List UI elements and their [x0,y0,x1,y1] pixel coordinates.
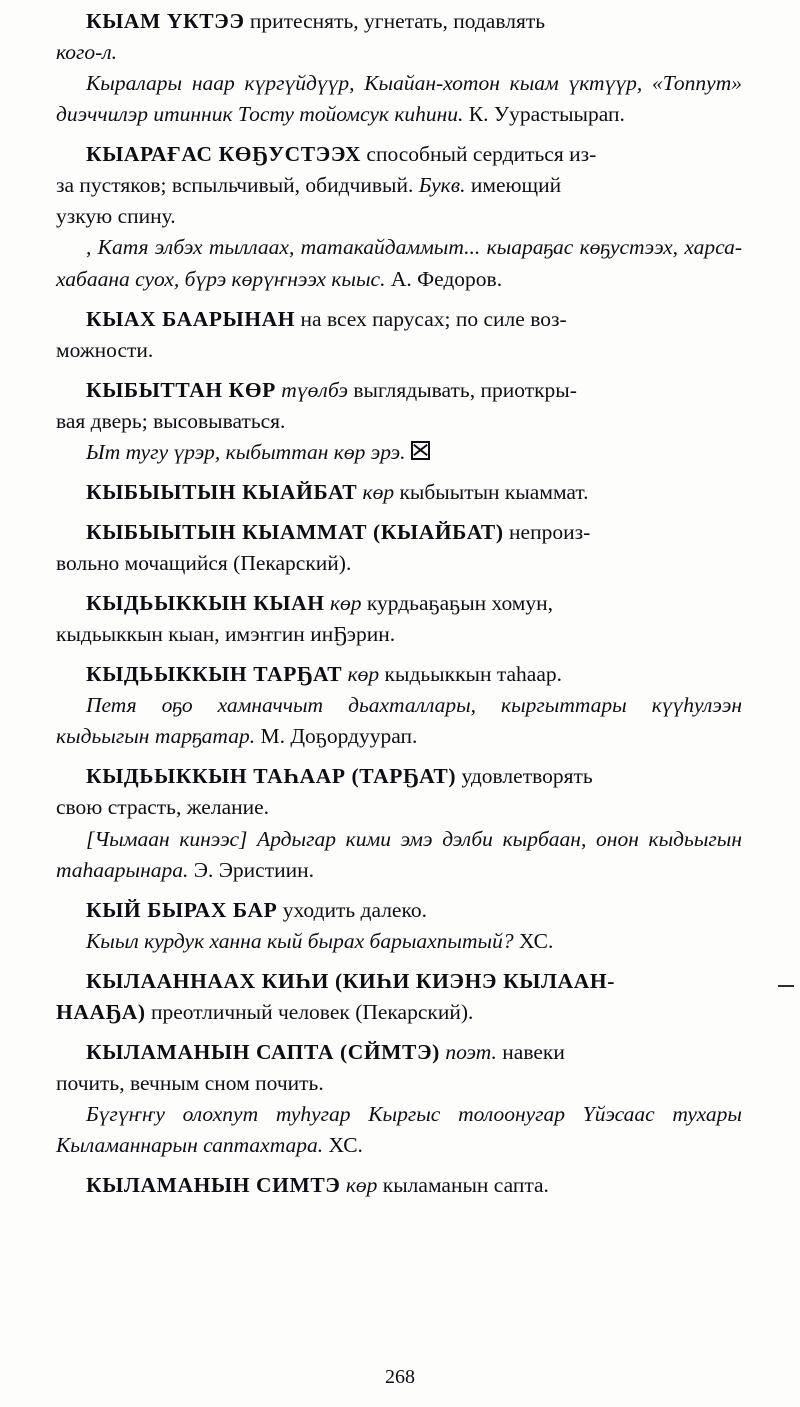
example-text: Петя оҕо хамначчыт дьахталлары, кыргыттары күүһулээн кыдьыгын тарҕатар. [56,693,742,749]
headword: КЫДЬЫККЫН ТАРҔАТ [86,662,343,687]
dictionary-entry [56,517,742,579]
margin-tick [778,985,794,987]
entry-example [56,232,742,294]
entry-headline [56,139,742,170]
entry-gloss: притеснять, угнетать, подавлять [244,9,546,33]
headword: КЫЙ БЫРАХ БАР [86,897,278,922]
example-text: Кыралары наар күргүйдүүр, Кыайан-хотон кыам үктүүр, «Топпут» диэччилэр итинник Тосту тойомсук киһини. [56,71,742,127]
entry-gloss: непроиз- [503,519,591,544]
example-text: Бүгүҥҥу олохпут туһугар Кыргыс толоонугар Үйэсаас тухары Кыламаннарын саптахтара. [56,1102,742,1158]
entry-gloss: кыбыытын кыаммат. [394,479,589,504]
see-also-marker: көр [357,479,395,504]
headword: КЫАРАҒАС КӨҔУСТЭЭХ [86,142,362,167]
entry-list [56,6,742,1201]
entry-headline [56,6,742,37]
example-text: [Чымаан кинээс] Ардыгар кими эмэ дэлби кырбаан, онон кыдьыгын таһаарынара. [56,826,742,882]
entry-headline [56,1037,742,1068]
entry-gloss: выглядывать, приоткры- [347,377,577,402]
example-text: , Катя элбэх тыллаах, татакайдаммыт... кыараҕас көҕустээх, харса-хабаана суох, бүрэ көрүҥнээх кыыс. [56,235,742,291]
example-text: Кыыл курдук ханна кый бырах барыахпытый? [86,928,514,953]
see-also-marker: көр [340,1173,378,1198]
entry-gloss-continuation: почить, вечным сном почить. [56,1070,324,1095]
dictionary-entry [56,477,742,508]
headword: КЫБЫЫТЫН КЫАЙБАТ [86,479,358,504]
headword: КЫДЬЫККЫН ТАҺААР (ТАРҔАТ) [86,764,457,789]
entry-headline [56,659,742,690]
crossed-box-icon [411,441,430,460]
entry-example [56,68,742,130]
style-label: поэт. [439,1039,497,1064]
headword: КЫЛААННААХ КИҺИ (КИҺИ КИЭНЭ КЫЛААН- [86,968,615,993]
entry-gloss-continuation: можности. [56,337,154,362]
entry-gloss: курдьаҕаҕын хомун, [361,591,554,616]
headword: КЫЛАМАНЫН САПТА (СЙМТЭ) [86,1039,440,1064]
entry-example [56,690,742,752]
entry-headline [56,1170,742,1201]
gloss-part: за пустяков; вспыльчивый, обидчивый. [56,173,419,198]
example-source: М. Доҕордуурап. [255,724,418,749]
entry-gloss: кыламанын сапта. [377,1173,549,1198]
headword: КЫЛАМАНЫН СИМТЭ [86,1173,341,1198]
entry-example [56,824,742,886]
dictionary-entry [56,1037,742,1161]
headword: КЫАХ БААРЫНАН [86,306,296,331]
dictionary-entry [56,375,742,468]
example-source: Э. Эристиин. [188,857,315,882]
entry-gloss: навеки [496,1039,565,1064]
dictionary-entry [56,761,742,885]
entry-gloss-continuation: кыдьыккын кыан, имэҥгин инҔэрин. [56,622,396,647]
entry-headline [56,517,742,548]
headword: КЫДЬЫККЫН КЫАН [86,591,325,616]
example-text: Ыт тугу үрэр, кыбыттан көр эрэ. [86,439,406,464]
entry-gloss: способный сердиться из- [361,142,597,167]
entry-gloss-continuation: вольно мочащийся (Пекарский). [56,551,352,575]
dictionary-entry [56,588,742,650]
entry-example [56,437,742,468]
entry-gloss: кыдьыккын таһаар. [379,662,563,687]
usage-abbreviation: Букв. [418,173,466,198]
dictionary-entry [56,304,742,366]
entry-gloss-continuation [56,170,742,201]
dictionary-entry [56,966,742,1028]
see-also-marker: көр [324,591,362,616]
headword-continuation: НААҔА) [56,999,146,1024]
example-source: ХС. [513,928,554,953]
entry-gloss-continuation: кого-л. [56,40,118,65]
headword: КЫБЫЫТЫН КЫАММАТ (КЫАЙБАТ) [86,519,504,544]
entry-gloss-continuation: свою страсть, желание. [56,795,270,820]
headword: КЫАМ ҮКТЭЭ [86,9,245,33]
entry-gloss: преотличный человек (Пекарский). [145,999,474,1024]
entry-headline [56,304,742,335]
dictionary-entry [56,659,742,752]
entry-headline [56,477,742,508]
dictionary-entry [56,6,742,130]
dialect-note: түөлбэ [275,377,348,402]
entry-headline-continuation [56,997,742,1028]
page-number: 268 [385,1366,415,1388]
example-source: А. Федоров. [385,266,503,291]
entry-headline [56,895,742,926]
entry-headline [56,375,742,406]
entry-gloss: на всех парусах; по силе воз- [295,306,567,331]
entry-gloss: удовлетворять [456,764,593,789]
entry-example [56,926,742,957]
see-also-marker: көр [342,662,380,687]
entry-gloss: уходить далеко. [277,897,427,922]
dictionary-entry [56,139,742,294]
dictionary-entry [56,895,742,957]
entry-headline [56,761,742,792]
gloss-tail: имеющий [465,173,562,198]
entry-example [56,1099,742,1161]
example-source: К. Уурастыырап. [463,102,625,127]
dictionary-entry [56,1170,742,1201]
entry-headline [56,588,742,619]
entry-headline [56,966,742,997]
entry-gloss-continuation: узкую спину. [56,204,176,229]
example-source: ХС. [323,1133,363,1158]
headword: КЫБЫТТАН КӨР [86,377,276,402]
entry-gloss-continuation: вая дверь; высовываться. [56,408,286,433]
